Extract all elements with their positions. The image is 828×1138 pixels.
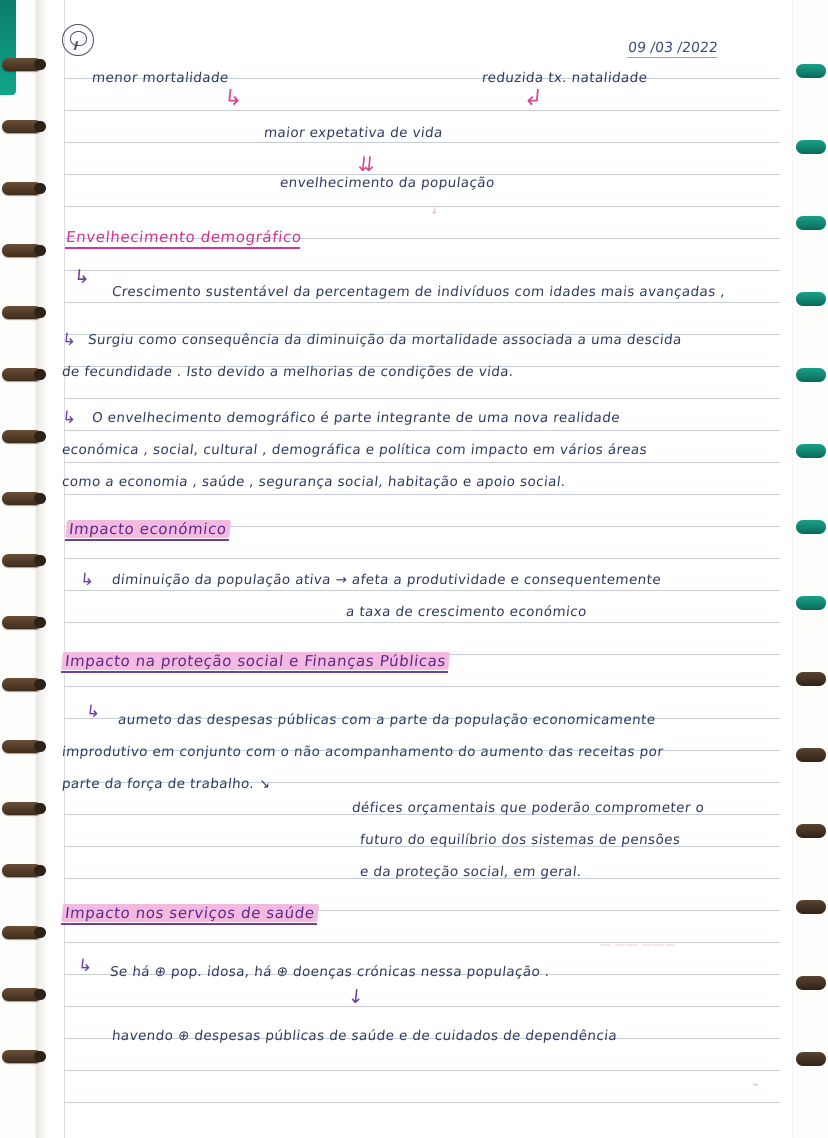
notebook-cover-strip bbox=[0, 0, 16, 95]
intro-converge: maior expetativa de vida bbox=[263, 125, 444, 141]
intro-line-left: menor mortalidade bbox=[91, 70, 230, 86]
bullet-arrow-icon: ↳ bbox=[76, 956, 94, 976]
bullet-arrow-icon: ↳ bbox=[60, 330, 78, 350]
spiral-binding-left bbox=[0, 0, 40, 1138]
arrow-down-left-icon: ↳ bbox=[222, 86, 244, 111]
margin-line bbox=[64, 0, 65, 1138]
arrow-down-right-icon: ↲ bbox=[522, 86, 544, 111]
bullet-arrow-icon: ↳ bbox=[72, 266, 92, 288]
ink-bleed-mark: — —— ——— bbox=[599, 938, 677, 951]
section-3-bullet-1-line-5: futuro do equilíbrio dos sistemas de pensões bbox=[359, 832, 682, 848]
arrow-double-down-icon: ⇊ bbox=[356, 152, 377, 176]
intro-line-right: reduzida tx. natalidade bbox=[481, 70, 649, 86]
section-title-envelhecimento-demografico: Envelhecimento demográfico bbox=[65, 228, 303, 249]
section-2-bullet-1-line-2: a taxa de crescimento económico bbox=[345, 604, 588, 620]
bullet-arrow-icon: ↳ bbox=[78, 570, 96, 590]
section-3-bullet-1-line-4: défices orçamentais que poderão comprometer o bbox=[351, 800, 706, 816]
section-3-bullet-1-line-2: improdutivo em conjunto com o não acompanhamento do aumento das receitas por bbox=[61, 744, 665, 760]
section-1-bullet-1-line-1: Crescimento sustentável da percentagem de indivíduos com idades mais avançadas , bbox=[111, 284, 726, 300]
section-title-impacto-economico bbox=[65, 520, 231, 541]
owl-logo-icon bbox=[62, 24, 94, 56]
ink-bleed-mark: ↓ bbox=[429, 204, 441, 217]
section-title-highlight: Impacto na proteção social e Finanças Públicas bbox=[61, 652, 450, 670]
section-3-bullet-1-line-3: parte da força de trabalho. ↘ bbox=[61, 776, 272, 792]
date-field: 09 /03 /2022 bbox=[627, 40, 719, 56]
section-1-bullet-2-line-1: Surgiu como consequência da diminuição da mortalidade associada a uma descida bbox=[87, 332, 683, 348]
section-3-bullet-1-line-1: aumeto das despesas públicas com a parte da população economicamente bbox=[117, 712, 657, 728]
section-1-bullet-3-line-2: económica , social, cultural , demográfica e política com impacto em vários áreas bbox=[61, 442, 648, 458]
arrow-down-icon: ↓ bbox=[346, 986, 366, 1008]
section-1-bullet-3-line-3: como a economia , saúde , segurança social, habitação e apoio social. bbox=[61, 474, 567, 490]
section-title-impacto-servicos-saude bbox=[61, 904, 319, 925]
intro-result: envelhecimento da população bbox=[279, 175, 496, 191]
section-4-bullet-1-line-3: havendo ⊕ despesas públicas de saúde e de cuidados de dependência bbox=[111, 1028, 618, 1044]
section-3-bullet-1-line-6: e da proteção social, em geral. bbox=[359, 864, 583, 880]
section-1-bullet-3-line-1: O envelhecimento demográfico é parte integrante de uma nova realidade bbox=[91, 410, 621, 426]
spiral-binding-right bbox=[792, 0, 828, 1138]
section-4-bullet-1-line-1: Se há ⊕ pop. idosa, há ⊕ doenças crónicas nessa população . bbox=[109, 964, 551, 980]
bullet-arrow-icon: ↳ bbox=[60, 408, 78, 428]
ink-bleed-mark: ⌁ bbox=[751, 1078, 760, 1091]
bullet-arrow-icon: ↳ bbox=[84, 702, 102, 722]
section-2-bullet-1-line-1: diminuição da população ativa → afeta a produtividade e consequentemente bbox=[111, 572, 662, 588]
section-1-bullet-2-line-2: de fecundidade . Isto devido a melhorias de condições de vida. bbox=[61, 364, 515, 380]
section-title-impacto-protecao-social bbox=[61, 652, 450, 673]
section-title-highlight: Impacto nos serviços de saúde bbox=[61, 904, 318, 922]
section-title-highlight: Impacto económico bbox=[65, 520, 230, 538]
